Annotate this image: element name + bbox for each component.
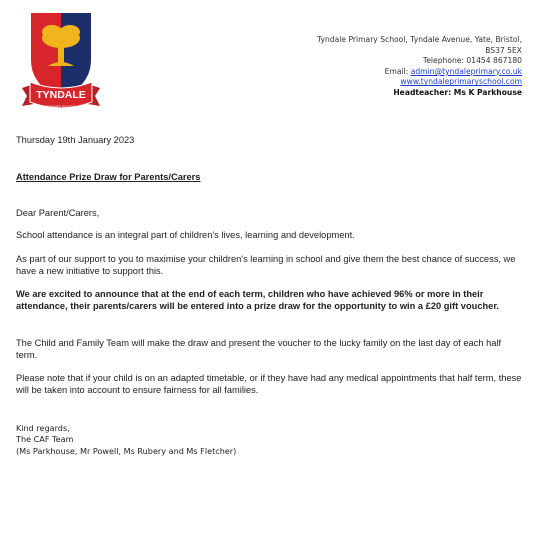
school-logo (18, 8, 104, 118)
email-link[interactable]: admin@tyndaleprimary.co.uk (410, 66, 522, 76)
letter-title: Attendance Prize Draw for Parents/Carers (16, 172, 201, 182)
team-names: (Ms Parkhouse, Mr Powell, Ms Rubery and Ms Fletcher) (16, 445, 237, 456)
website-link[interactable]: www.tyndaleprimaryschool.com (400, 77, 522, 87)
salutation: Dear Parent/Carers, (16, 208, 100, 218)
letter-date: Thursday 19th January 2023 (16, 135, 135, 145)
paragraph-3: We are excited to announce that at the end of each term, children who have achieved 96% or more in their attendance, their parents/carers will be entered into a prize draw for the opportunity to win a £20 gift voucher. (16, 289, 500, 311)
telephone: Telephone: 01454 867180 (422, 56, 522, 66)
address-line-2: BS37 5EX (485, 45, 522, 55)
logo-subtext: PRIMARY SCHOOL (44, 105, 78, 109)
email-line (222, 67, 522, 78)
paragraph-4: The Child and Family Team will make the draw and present the voucher to the lucky family on the last day of each half term. (16, 338, 502, 360)
school-address-block (222, 35, 522, 99)
signoff-block (16, 423, 416, 457)
email-label: Email: (384, 66, 409, 76)
closing: Kind regards, (16, 423, 70, 433)
address-line-1: Tyndale Primary School, Tyndale Avenue, Yate, Bristol, (317, 35, 522, 44)
signature: The CAF Team (16, 434, 74, 445)
school-crest-icon (18, 8, 104, 118)
paragraph-5: Please note that if your child is on an adapted timetable, or if they have had any medical appointments that half term, these will be taken into account to ensure fairness for all families. (16, 373, 522, 395)
logo-name: TYNDALE (36, 89, 86, 101)
paragraph-1: School attendance is an integral part of children's lives, learning and development. (16, 230, 355, 240)
headteacher: Headteacher: Ms K Parkhouse (393, 87, 522, 97)
paragraph-2: As part of our support to you to maximise your children's learning in school and give them the best chance of success, we have a new initiative to support this. (16, 254, 516, 276)
